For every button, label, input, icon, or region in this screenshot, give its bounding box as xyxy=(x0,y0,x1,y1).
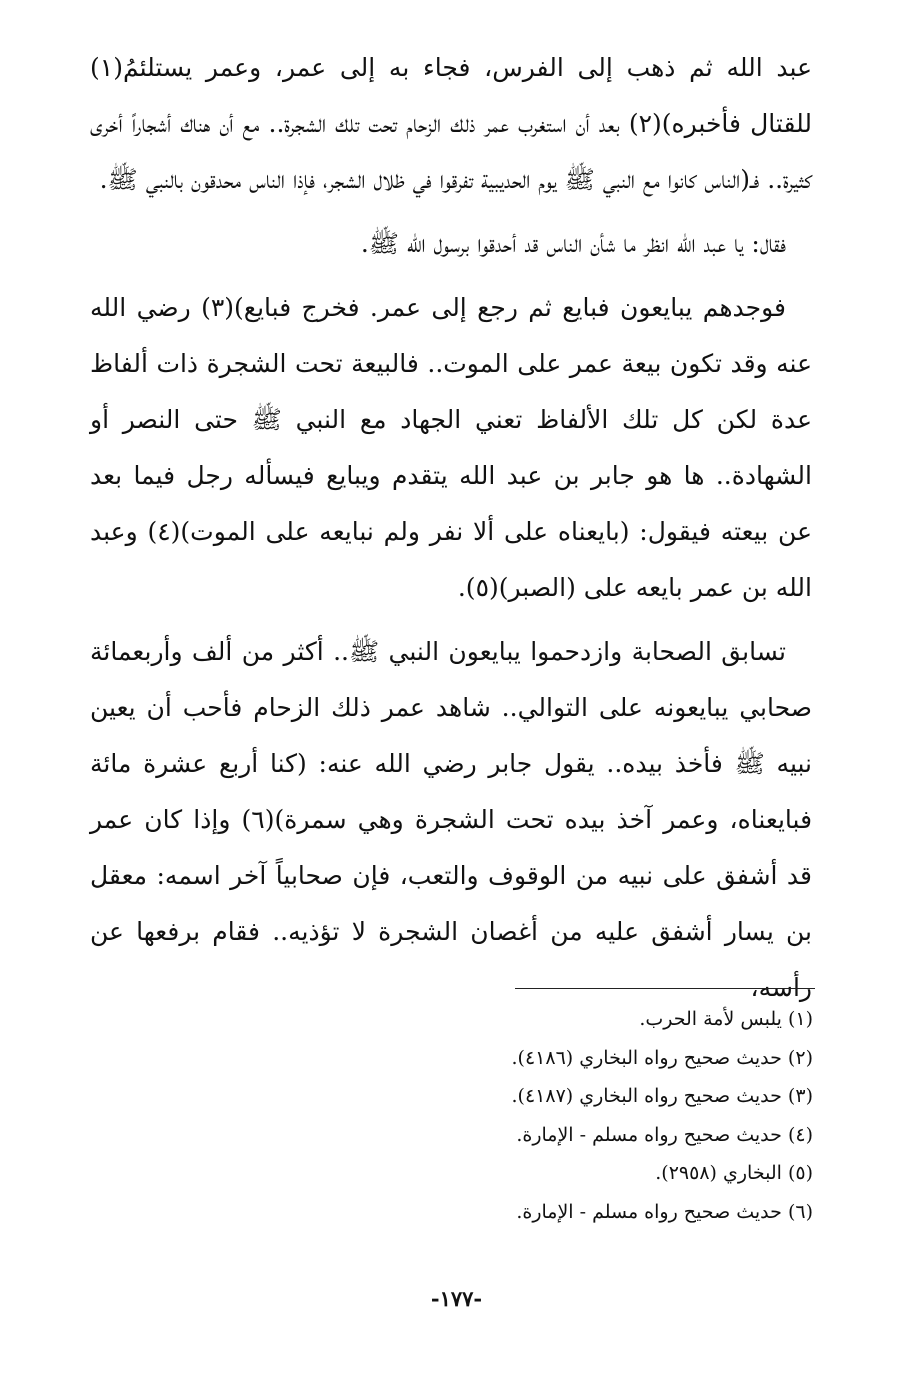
paragraph-3: فوجدهم يبايعون فبايع ثم رجع إلى عمر. فخرج فبايع)(٣) رضي الله عنه وقد تكون بيعة عمر على الموت.. فالبيعة تحت الشجرة ذات ألفاظ عدة لكن كل تلك الألفاظ تعني الجهاد مع النبي ﷺ حتى النصر أو الشهادة.. ها هو جابر بن عبد الله يتقدم ويبايع فيسأله رجل فيما بعد عن بيعته فيقول: (بايعناه على ألا نفر ولم نبايعه على الموت)(٤) وعبد الله بن عمر بايعه على (الصبر)(٥). xyxy=(90,293,813,602)
paragraph-2: فقال: يا عبد الله انظر ما شأن الناس قد أحدقوا برسول الله ﷺ. xyxy=(360,229,786,258)
footnote-2: (٢) حديث صحيح رواه البخاري (٤١٨٦). xyxy=(511,1046,813,1069)
footnote-5: (٥) البخاري (٢٩٥٨). xyxy=(655,1162,813,1184)
footnote-6: (٦) حديث صحيح رواه مسلم - الإمارة. xyxy=(516,1200,813,1223)
paragraph-4: تسابق الصحابة وازدحموا يبايعون النبي ﷺ.. أكثر من ألف وأربعمائة صحابي يبايعونه على التوالي.. شاهد عمر ذلك الزحام فأحب أن يعين نبيه ﷺ فأخذ بيده.. يقول جابر رضي الله عنه: (كنا أربع عشرة مائة فبايعناه، وعمر آخذ بيده تحت الشجرة وهي سمرة)(٦) وإذا كان عمر قد أشفق على نبيه من الوقوف والتعب، فإن صحابياً آخر اسمه: معقل بن يسار أشفق عليه من أغصان الشجرة لا تؤذيه.. فقام برفعها عن رأسه، xyxy=(90,637,813,1002)
footnote-3: (٣) حديث صحيح رواه البخاري (٤١٨٧). xyxy=(511,1085,813,1107)
footnote-divider xyxy=(515,988,815,989)
footnote-4: (٤) حديث صحيح رواه مسلم - الإمارة. xyxy=(516,1123,813,1146)
page-body xyxy=(90,40,812,1024)
footnotes-list xyxy=(313,1000,813,1231)
paragraph-1: عبد الله ثم ذهب إلى الفرس، فجاء به إلى عمر، وعمر يستلئمُ(١) للقتال فأخبره)(٢) بعد أن استغرب عمر ذلك الزحام تحت تلك الشجرة.. مع أن هناك أشجاراً أخرى كثيرة.. فـ(الناس كانوا مع النبي ﷺ يوم الحديبية تفرقوا في ظلال الشجر، فإذا الناس محدقون بالنبي ﷺ. xyxy=(90,53,812,194)
footnote-1: (١) يلبس لأمة الحرب. xyxy=(639,1008,813,1030)
page-number: -١٧٧- xyxy=(430,1286,483,1311)
